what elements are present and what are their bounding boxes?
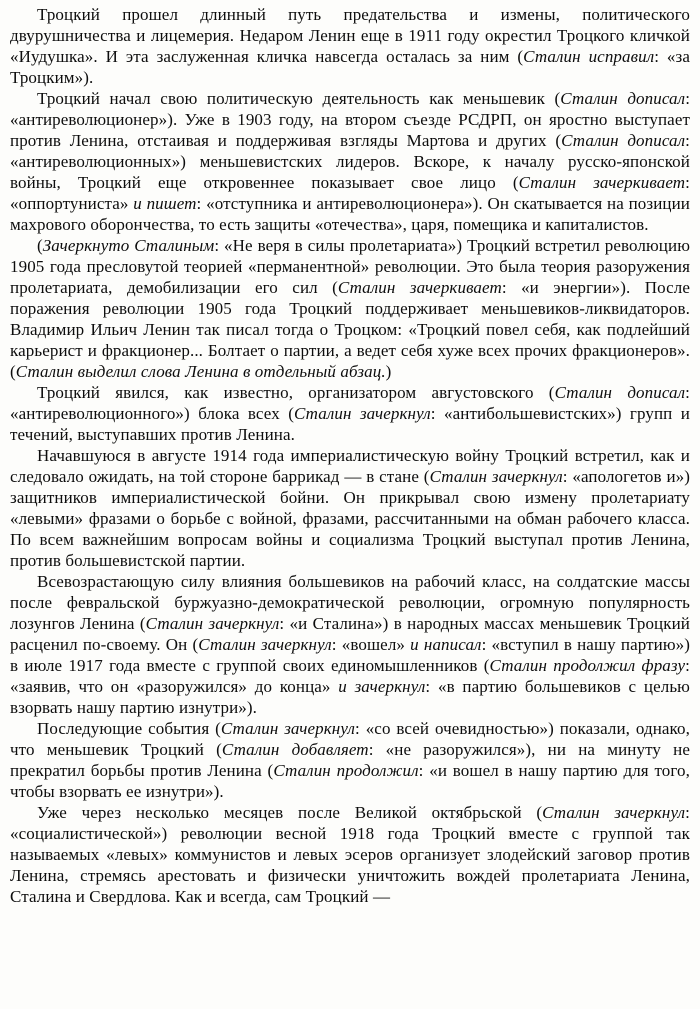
paragraph (10, 235, 690, 382)
text-run: : «вступил в нашу партию») в июле 1917 года вместе с группой своих единомышленников ( (10, 635, 691, 675)
stalin-annotation: Сталин зачеркнул (294, 404, 431, 423)
text-run: : «вошел» (331, 635, 411, 654)
text-run: : «со всей очевидностью») показали, однако, что меньшевик Троцкий ( (10, 719, 691, 759)
text-run: : «за Троцким»). (10, 47, 690, 87)
text-run: : «антибольшевистских») групп и течений, выступавших против Ленина. (10, 404, 690, 444)
text-run: : «и энергии»). После поражения революции 1905 года Троцкий поддерживает меньшевиков-ликвидаторов. Владимир Ильич Ленин так писал тогда о Троцком: «Троцкий повел себя, как подлейший карьерист и фракционер... Болтает о партии, а ведет себя хуже всех прочих фракционеров». ( (10, 278, 690, 381)
text-run: : «в партию большевиков с целью взорвать нашу партию изнутри»). (10, 677, 690, 717)
stalin-annotation: Сталин зачеркивает (518, 173, 686, 192)
stalin-annotation: Сталин зачеркивает (337, 278, 502, 297)
stalin-annotation: и написал (410, 635, 482, 654)
stalin-annotation: Сталин зачеркнул (220, 719, 356, 738)
paragraph (10, 382, 690, 445)
stalin-annotation: Сталин исправил (523, 47, 655, 66)
text-run: Троцкий прошел длинный путь предательства и измены, политического двурушничества и лицемерия. Недаром Ленин еще в 1911 году окрестил Троцкого кличкой «Иудушка». И эта заслуженная кличка навсегда осталась за ним ( (10, 5, 690, 66)
stalin-annotation: Зачеркнуто Сталиным (42, 236, 215, 255)
text-run: : «и Сталина») в народных массах меньшевик Троцкий расценил по-своему. Он ( (10, 614, 690, 654)
text-run: : «заявив, что он «разоружился» до конца» (10, 656, 690, 696)
stalin-annotation: и пишет (133, 194, 197, 213)
stalin-annotation: Сталин дописал (561, 131, 686, 150)
stalin-annotation: Сталин продолжил фразу (489, 656, 686, 675)
stalin-annotation: Сталин зачеркнул (198, 635, 332, 654)
text-run: Троцкий явился, как известно, организатором августовского ( (37, 383, 555, 402)
text-run: : «и вошел в нашу партию для того, чтобы взорвать ее изнутри»). (10, 761, 690, 801)
stalin-annotation: Сталин зачеркнул (429, 467, 563, 486)
text-run: : «антиреволюционного») блока всех ( (10, 383, 690, 423)
paragraph (10, 4, 690, 88)
text-run: Последующие события ( (37, 719, 221, 738)
text-run: : «Не веря в силы пролетариата») Троцкий встретил революцию 1905 года пресловутой теорией «перманентной» революции. Это была теория разоружения пролетариата, демобилизации его сил ( (10, 236, 690, 297)
stalin-annotation: и зачеркнул (338, 677, 426, 696)
paragraph (10, 445, 690, 571)
text-run: Троцкий начал свою политическую деятельность как меньшевик ( (37, 89, 561, 108)
stalin-annotation: Сталин дописал (560, 89, 686, 108)
text-run: : «оппортуниста» (10, 173, 690, 213)
text-run: Уже через несколько месяцев после Великой октябрьской ( (37, 803, 543, 822)
stalin-annotation: Сталин зачеркнул (542, 803, 686, 822)
stalin-annotation: Сталин добавляет (221, 740, 369, 759)
stalin-annotation: Сталин выделил слова Ленина в отдельный абзац. (15, 362, 386, 381)
text-run: : «антиреволюционер»). Уже в 1903 году, на втором съезде РСДРП, он яростно выступает против Ленина, отстаивая и поддерживая взгляды Мартова и других ( (10, 89, 691, 150)
text-run: : «социалистической») революции весной 1918 года Троцкий вместе с группой так называемых «левых» коммунистов и левых эсеров организует злодейский заговор против Ленина, стремясь арестовать и физически уничтожить вождей пролетариата Ленина, Сталина и Свердлова. Как и всегда, сам Троцкий — (10, 803, 690, 906)
text-run: : «не разоружился»), ни на минуту не прекратил борьбы против Ленина ( (10, 740, 691, 780)
text-run: ( (37, 236, 43, 255)
stalin-annotation: Сталин продолжил (273, 761, 419, 780)
text-run: : «отступника и антиреволюционера»). Он скатывается на позиции махрового оборончества, то есть защиты «отечества», царя, помещика и капиталистов. (10, 194, 691, 234)
text-run: Всевозрастающую силу влияния большевиков на рабочий класс, на солдатские массы после февральской буржуазно-демократической революции, огромную популярность лозунгов Ленина ( (10, 572, 690, 633)
stalin-annotation: Сталин дописал (554, 383, 686, 402)
paragraph (10, 571, 690, 718)
stalin-annotation: Сталин зачеркнул (145, 614, 280, 633)
page-text (10, 4, 690, 907)
paragraph (10, 802, 690, 907)
text-run: : «апологетов и») защитников империалистической бойни. Он прикрывал свою измену пролетариату «левыми» фразами о борьбе с войной, фразами, рассчитанными на обман рабочего класса. По всем важнейшим вопросам войны и социализма Троцкий выступал против Ленина, против большевистской партии. (10, 467, 690, 570)
text-run: Начавшуюся в августе 1914 года империалистическую войну Троцкий встретил, как и следовало ожидать, на той стороне баррикад — в стане ( (10, 446, 690, 486)
paragraph (10, 88, 690, 235)
paragraph (10, 718, 690, 802)
text-run: : «антиреволюционных») меньшевистских лидеров. Вскоре, к началу русско-японской войны, Троцкий еще откровеннее показывает свое лицо ( (10, 131, 690, 192)
text-run: ) (385, 362, 392, 381)
